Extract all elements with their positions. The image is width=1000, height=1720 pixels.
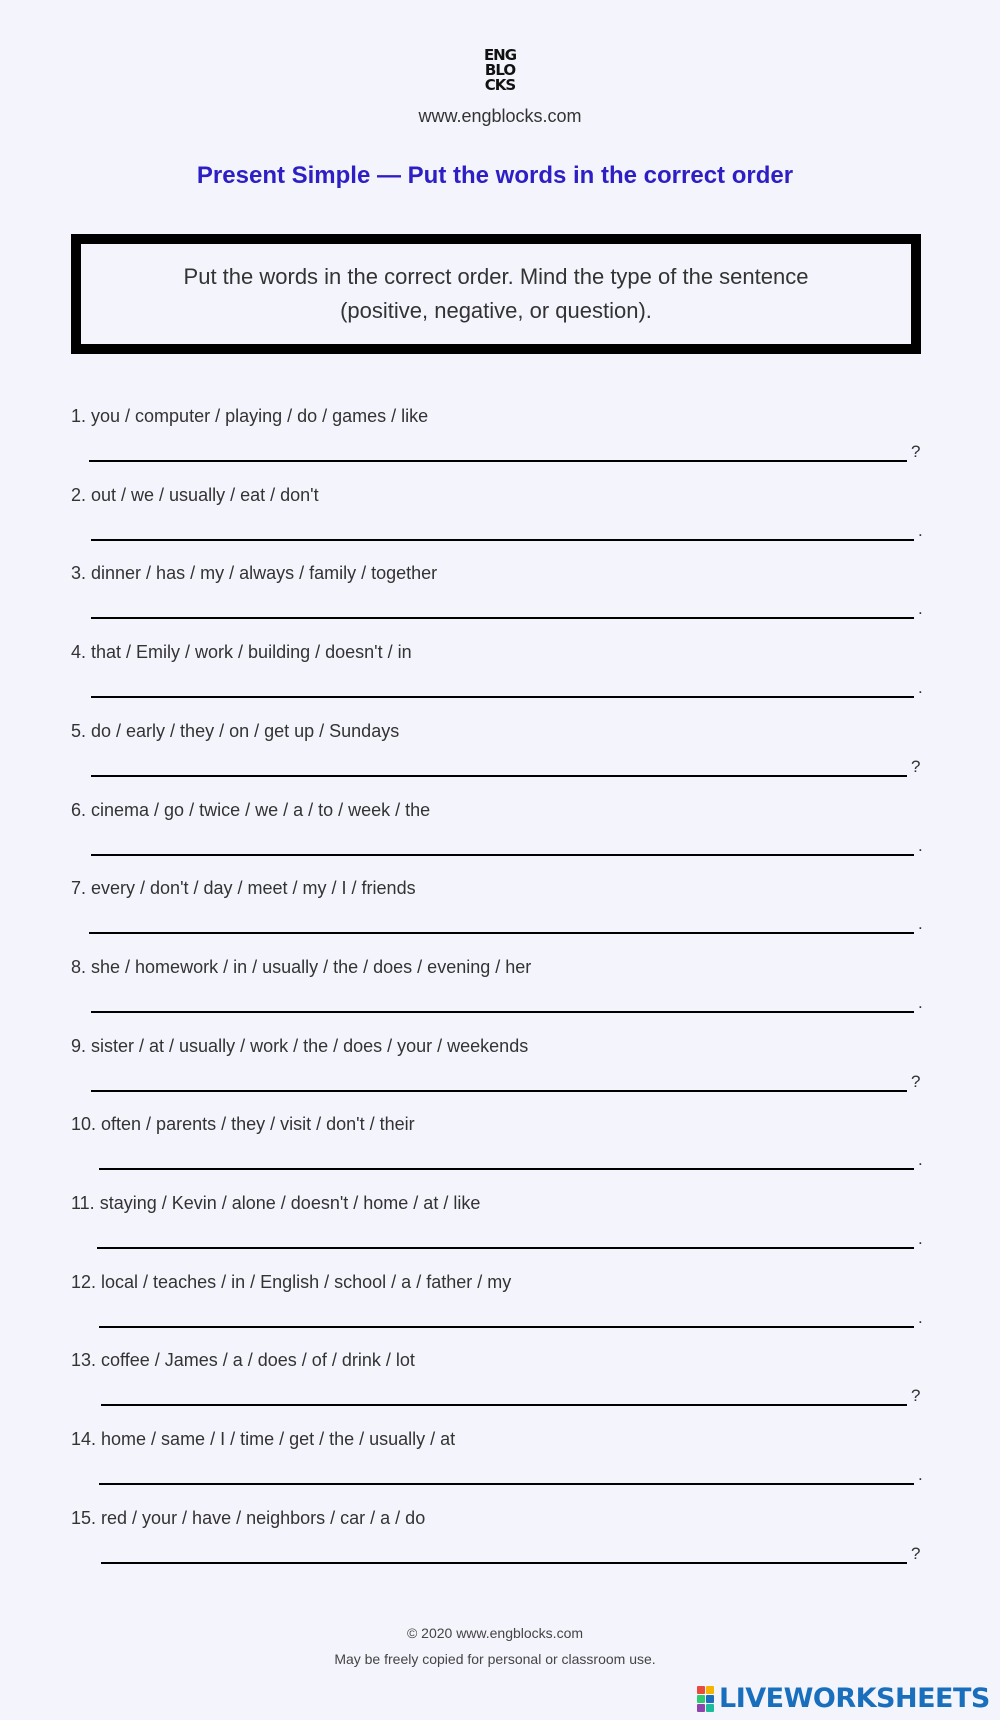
question-item <box>71 1191 931 1269</box>
liveworksheets-wordmark: LIVEWORKSHEETS <box>719 1683 990 1714</box>
full-stop: . <box>918 520 923 540</box>
answer-line[interactable] <box>99 1150 914 1170</box>
logo-line: CKS <box>484 76 516 94</box>
answer-line[interactable] <box>91 599 914 619</box>
question-mark: ? <box>911 1386 921 1406</box>
logo-square <box>697 1704 705 1712</box>
question-prompt: 14. home / same / I / time / get / the / usually / at <box>71 1429 456 1450</box>
logo-line: ENG <box>483 46 517 64</box>
question-item <box>71 798 931 876</box>
question-mark: ? <box>911 756 921 776</box>
footer-copyright: © 2020 www.engblocks.com <box>406 1625 584 1641</box>
instruction-text <box>184 260 809 328</box>
question-prompt: 4. that / Emily / work / building / doesn't / in <box>71 642 412 663</box>
question-item <box>71 1112 931 1190</box>
full-stop: . <box>918 1229 923 1248</box>
question-item <box>71 1034 931 1112</box>
question-prompt: 8. she / homework / in / usually / the / does / evening / her <box>71 956 532 977</box>
question-mark: ? <box>911 1543 921 1563</box>
answer-line[interactable] <box>91 757 907 777</box>
answer-line[interactable] <box>101 1544 907 1564</box>
question-item <box>71 561 931 639</box>
logo-line: BLO <box>484 61 516 79</box>
question-item <box>71 1270 931 1348</box>
logo-square <box>706 1686 714 1694</box>
instruction-line: (positive, negative, or question). <box>340 298 652 323</box>
question-item <box>71 1427 931 1505</box>
engblocks-logo <box>476 48 524 93</box>
full-stop: . <box>918 1465 923 1485</box>
question-prompt: 6. cinema / go / twice / we / a / to / week / the <box>71 799 431 820</box>
question-prompt: 1. you / computer / playing / do / games / like <box>71 406 429 426</box>
question-prompt: 7. every / don't / day / meet / my / I / friends <box>71 878 416 899</box>
question-item <box>71 1506 931 1584</box>
logo-square <box>706 1704 714 1712</box>
question-prompt: 3. dinner / has / my / always / family / together <box>71 563 438 584</box>
answer-line[interactable] <box>89 442 907 462</box>
question-item <box>71 876 931 954</box>
question-item <box>71 483 931 561</box>
site-url: www.engblocks.com <box>418 106 582 126</box>
logo-square <box>697 1686 705 1694</box>
question-item <box>71 719 931 797</box>
liveworksheets-logo-icon <box>697 1686 714 1712</box>
logo-square <box>697 1695 705 1703</box>
question-prompt: 15. red / your / have / neighbors / car / a / do <box>71 1507 426 1528</box>
question-item <box>71 640 931 718</box>
answer-line[interactable] <box>99 1308 914 1328</box>
instruction-line: Put the words in the correct order. Mind the type of the sentence <box>183 264 809 289</box>
footer-note: May be freely copied for personal or classroom use. <box>334 1651 656 1667</box>
answer-line[interactable] <box>91 521 914 541</box>
question-mark: ? <box>911 1071 921 1091</box>
liveworksheets-brand[interactable] <box>697 1683 990 1714</box>
answer-line[interactable] <box>91 678 914 698</box>
page-title: Present Simple — Put the words in the correct order <box>196 162 794 189</box>
answer-line[interactable] <box>99 1465 914 1485</box>
full-stop: . <box>918 678 923 698</box>
question-prompt: 2. out / we / usually / eat / don't <box>71 484 319 505</box>
instruction-box <box>71 234 921 354</box>
full-stop: . <box>918 1307 923 1327</box>
answer-line[interactable] <box>91 1072 907 1092</box>
answer-line[interactable] <box>101 1386 907 1406</box>
question-prompt: 12. local / teaches / in / English / school / a / father / my <box>71 1271 512 1292</box>
answer-line[interactable] <box>91 993 914 1013</box>
question-prompt: 13. coffee / James / a / does / of / drink / lot <box>71 1350 415 1371</box>
question-prompt: 5. do / early / they / on / get up / Sundays <box>71 720 400 741</box>
logo-square <box>706 1695 714 1703</box>
answer-line[interactable] <box>91 836 914 856</box>
full-stop: . <box>918 992 923 1012</box>
question-item <box>71 955 931 1033</box>
question-item <box>71 1348 931 1426</box>
answer-line[interactable] <box>97 1229 914 1249</box>
question-item <box>71 404 931 482</box>
full-stop: . <box>918 1150 923 1170</box>
full-stop: . <box>918 914 923 934</box>
question-prompt: 10. often / parents / they / visit / don't / their <box>71 1114 415 1135</box>
full-stop: . <box>918 599 923 619</box>
question-mark: ? <box>911 442 921 461</box>
question-prompt: 11. staying / Kevin / alone / doesn't / home / at / like <box>71 1193 481 1213</box>
question-prompt: 9. sister / at / usually / work / the / does / your / weekends <box>71 1035 529 1056</box>
answer-line[interactable] <box>89 914 914 934</box>
full-stop: . <box>918 835 923 855</box>
